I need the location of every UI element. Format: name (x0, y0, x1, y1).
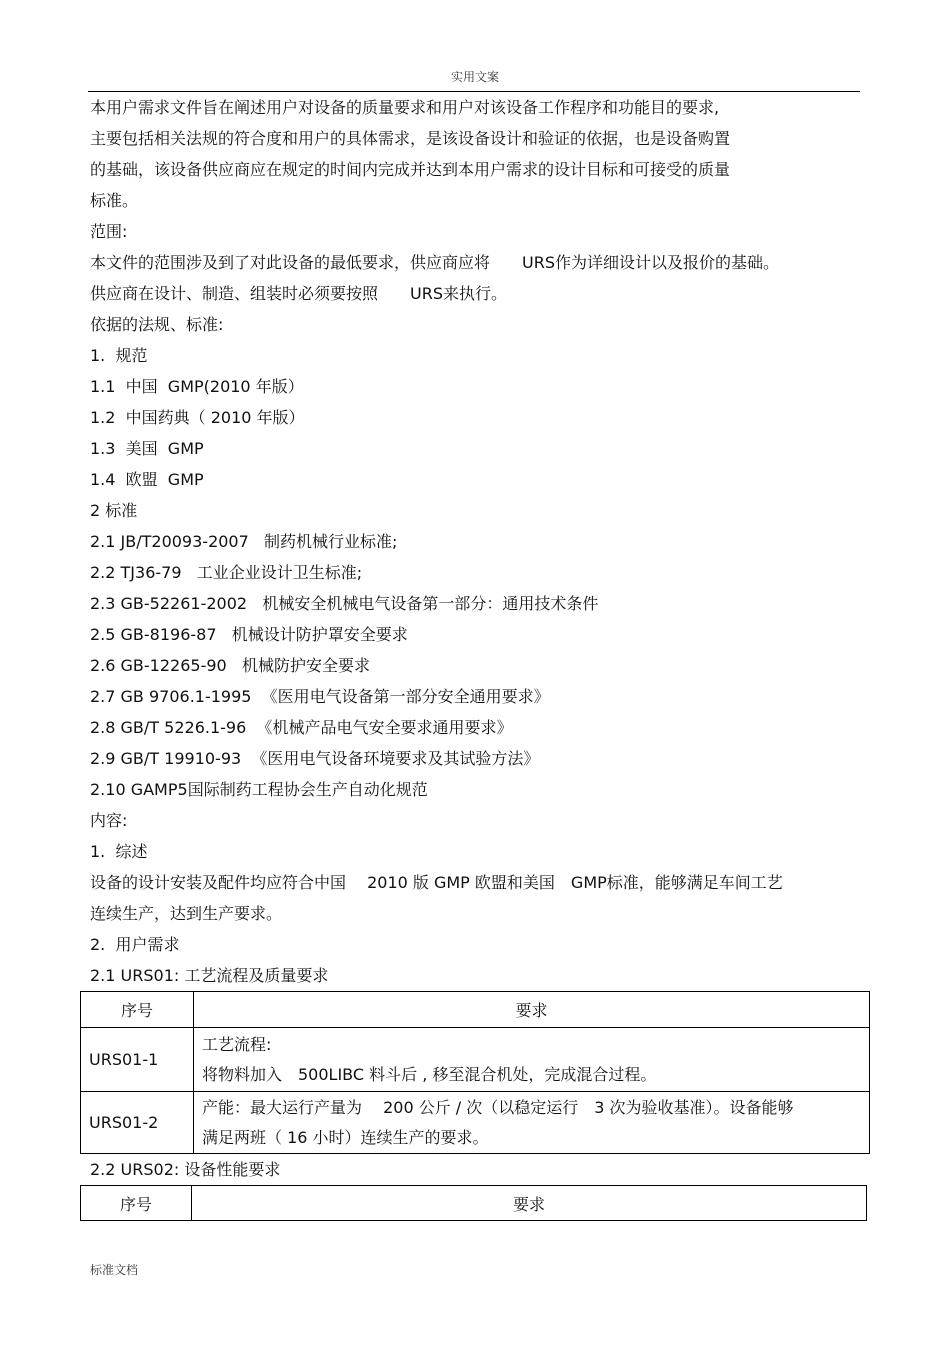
table2-header-code: 序号 (81, 1186, 192, 1221)
table1-row1-line2: 将物料加入 500LIBC 料斗后 , 移至混合机处，完成混合过程。 (202, 1064, 657, 1084)
body-line: 标准。 (90, 191, 139, 210)
body-line: 连续生产，达到生产要求。 (90, 904, 283, 923)
page-header: 实用文案 (450, 70, 499, 84)
table1-row1-code: URS01-1 (81, 1028, 194, 1092)
table1-row2-req (194, 1092, 870, 1154)
body-line: 2.7 GB 9706.1-1995 《医用电气设备第一部分安全通用要求》 (90, 687, 550, 706)
table1-header-code: 序号 (81, 992, 194, 1028)
table1-caption: 2.1 URS01: 工艺流程及质量要求 (90, 966, 329, 985)
body-line: 1.2 中国药典（ 2010 年版） (90, 408, 305, 427)
table1 (80, 991, 870, 1154)
body-line: 2.2 TJ36-79 工业企业设计卫生标准; (90, 563, 363, 582)
body-line: 依据的法规、标准: (90, 315, 224, 334)
body-line: 的基础，该设备供应商应在规定的时间内完成并达到本用户需求的设计目标和可接受的质量 (90, 160, 731, 179)
body-line: 2.10 GAMP5国际制药工程协会生产自动化规范 (90, 780, 428, 799)
body-line: 2.5 GB-8196-87 机械设计防护罩安全要求 (90, 625, 408, 644)
table2 (80, 1185, 867, 1221)
table1-row2-code: URS01-2 (81, 1092, 194, 1154)
body-line: 主要包括相关法规的符合度和用户的具体需求，是该设备设计和验证的依据，也是设备购置 (90, 129, 731, 148)
body-line: 本用户需求文件旨在阐述用户对设备的质量要求和用户对该设备工作程序和功能目的要求, (90, 98, 720, 117)
table1-row1-req (194, 1028, 870, 1092)
body-line: 本文件的范围涉及到了对此设备的最低要求，供应商应将 URS作为详细设计以及报价的基础。 (90, 253, 779, 272)
body-line: 1.1 中国 GMP(2010 年版） (90, 377, 304, 396)
document-body (90, 92, 870, 1221)
body-line: 范围: (90, 222, 128, 241)
body-line: 2.8 GB/T 5226.1-96 《机械产品电气安全要求通用要求》 (90, 718, 513, 737)
body-line: 1.4 欧盟 GMP (90, 470, 204, 489)
body-line: 1.3 美国 GMP (90, 439, 204, 458)
table1-header-req: 要求 (194, 992, 870, 1028)
body-line: 设备的设计安装及配件均应符合中国 2010 版 GMP 欧盟和美国 GMP标准，能够满足车间工艺 (90, 873, 783, 892)
table1-row1-line1: 工艺流程: (202, 1034, 272, 1054)
body-line: 2. 用户需求 (90, 935, 180, 954)
table1-row2-line1: 产能：最大运行产量为 200 公斤 / 次（以稳定运行 3 次为验收基准）。设备能够 (202, 1097, 794, 1117)
body-line: 2.1 JB/T20093-2007 制药机械行业标准; (90, 532, 398, 551)
body-line: 内容: (90, 811, 128, 830)
body-line: 2 标准 (90, 501, 138, 520)
page-footer: 标准文档 (90, 1263, 139, 1277)
body-line: 供应商在设计、制造、组装时必须要按照 URS来执行。 (90, 284, 507, 303)
body-line: 2.9 GB/T 19910-93 《医用电气设备环境要求及其试验方法》 (90, 749, 540, 768)
body-line: 1. 规范 (90, 346, 148, 365)
table1-row2-line2: 满足两班（ 16 小时）连续生产的要求。 (202, 1127, 489, 1147)
body-line: 2.3 GB-52261-2002 机械安全机械电气设备第一部分：通用技术条件 (90, 594, 599, 613)
body-text (90, 92, 870, 960)
body-line: 2.6 GB-12265-90 机械防护安全要求 (90, 656, 370, 675)
table2-caption: 2.2 URS02: 设备性能要求 (90, 1160, 281, 1179)
body-line: 1. 综述 (90, 842, 148, 861)
table2-header-req: 要求 (192, 1186, 867, 1221)
